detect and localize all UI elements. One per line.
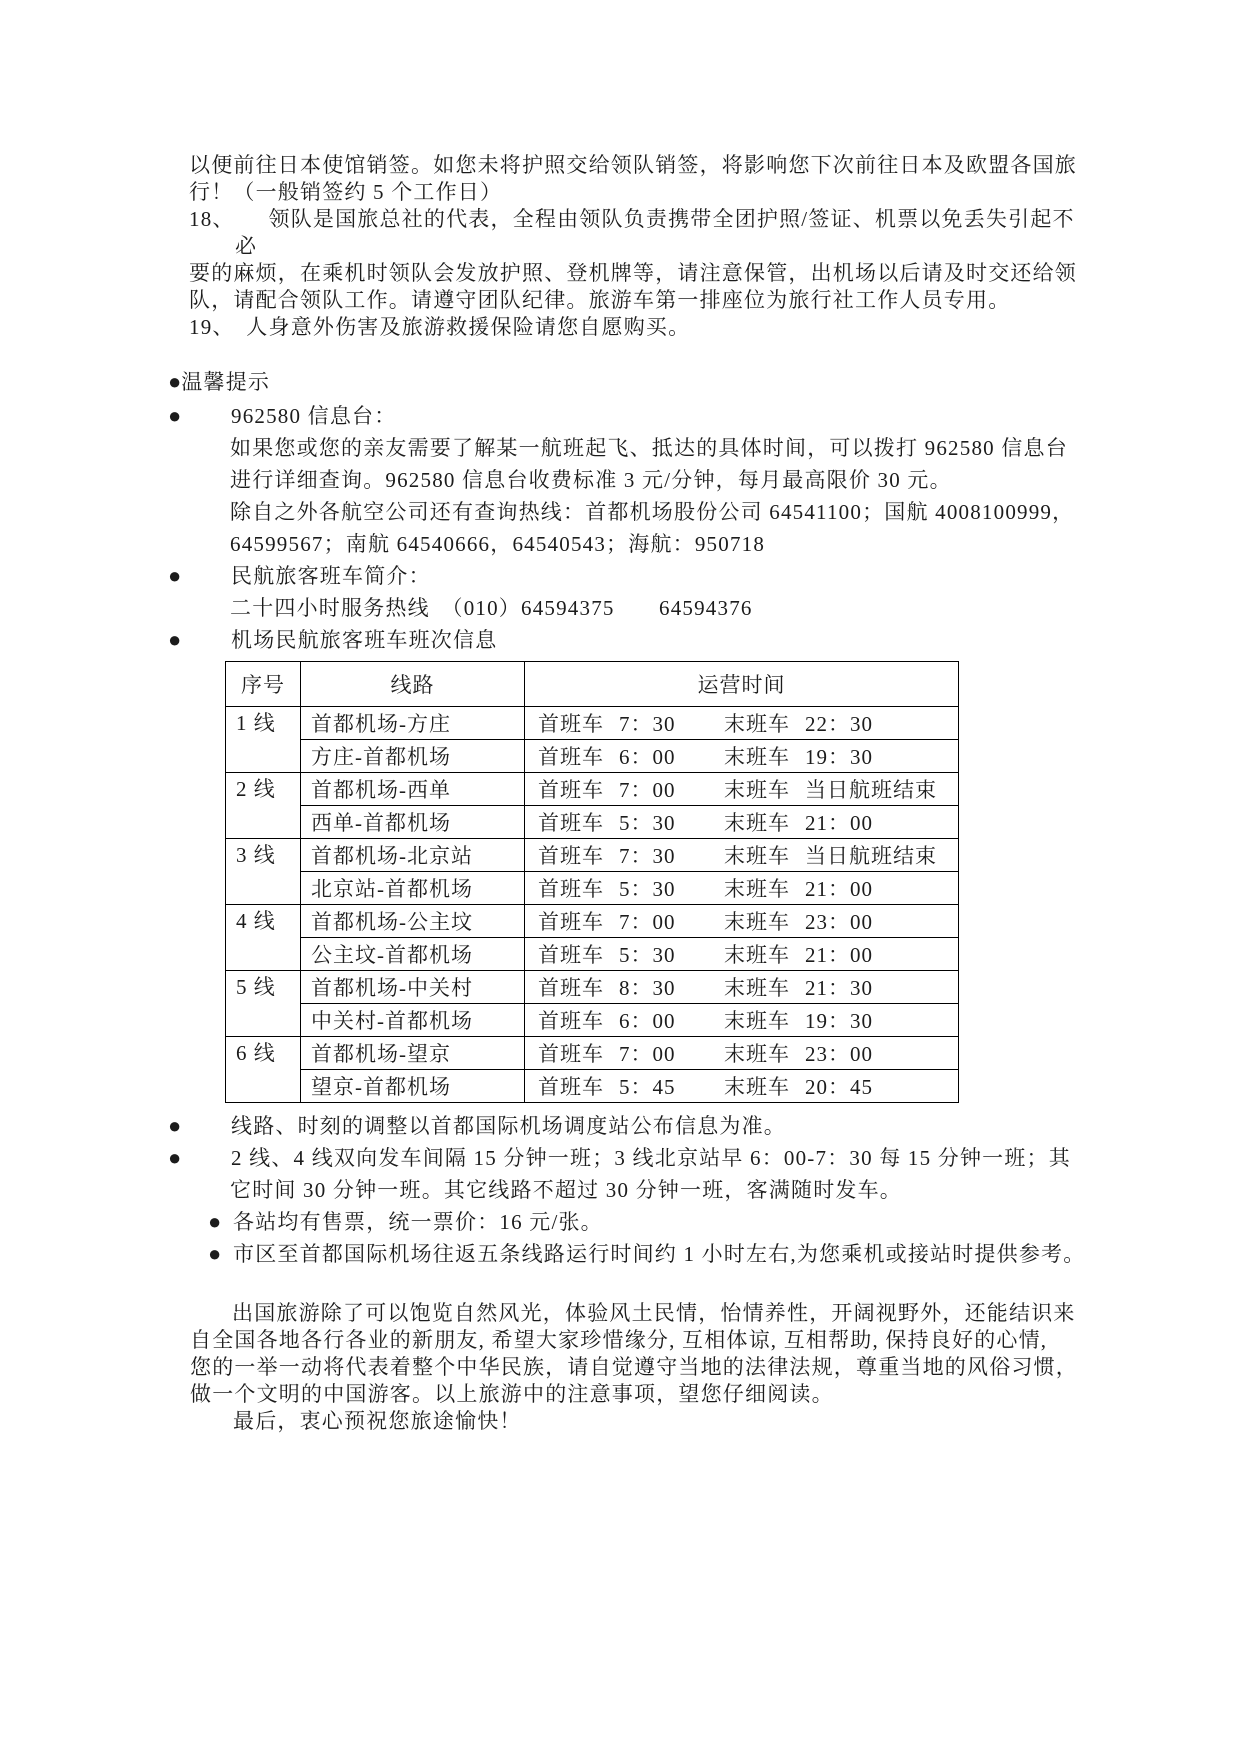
bullet-item <box>168 560 1108 592</box>
notes-list <box>168 1110 1108 1270</box>
first-bus-group <box>538 708 724 738</box>
first-bus-group <box>538 1005 724 1035</box>
hours-cell <box>525 740 959 773</box>
first-bus-time: 7：00 <box>619 778 676 802</box>
route-cell: 西单-首都机场 <box>301 806 525 839</box>
first-bus-label: 首班车 <box>538 811 604 835</box>
bullet-item-label: 各站均有售票，统一票价：16 元/张。 <box>233 1210 603 1234</box>
intro-line: 18、 领队是国旅总社的代表，全程由领队负责携带全团护照/签证、机票以免丢失引起不 <box>189 207 1075 231</box>
line-number-cell: 2 线 <box>226 773 301 839</box>
bullet-item-line: 除自之外各航空公司还有查询热线：首都机场股份公司 64541100；国航 4008100999， <box>230 500 1075 524</box>
last-bus-time: 23：00 <box>805 910 873 934</box>
route-cell: 首都机场-中关村 <box>301 971 525 1004</box>
first-bus-time: 7：00 <box>619 1042 676 1066</box>
bullet-icon: ● <box>168 369 182 394</box>
last-bus-group <box>724 939 873 969</box>
first-bus-group <box>538 972 724 1002</box>
bullet-item <box>168 1142 1108 1174</box>
last-bus-time: 当日航班结束 <box>805 778 937 802</box>
last-bus-group <box>724 906 873 936</box>
last-bus-label: 末班车 <box>724 1042 790 1066</box>
route-cell: 首都机场-公主坟 <box>301 905 525 938</box>
last-bus-group <box>724 741 873 771</box>
bullet-item <box>168 1206 1108 1238</box>
closing-line: 自全国各地各行各业的新朋友, 希望大家珍惜缘分, 互相体谅, 互相帮助, 保持良好的心情, <box>190 1328 1048 1352</box>
first-bus-label: 首班车 <box>538 976 604 1000</box>
last-bus-time: 19：30 <box>805 745 873 769</box>
table-row <box>226 971 959 1004</box>
last-bus-label: 末班车 <box>724 844 790 868</box>
closing-line: 您的一举一动将代表着整个中华民族，请自觉遵守当地的法律法规，尊重当地的风俗习惯， <box>190 1355 1078 1379</box>
table-row <box>226 905 959 938</box>
bullet-item-line: 它时间 30 分钟一班。其它线路不超过 30 分钟一班，客满随时发车。 <box>230 1178 902 1202</box>
table-row <box>226 1037 959 1070</box>
first-bus-time: 7：30 <box>619 844 676 868</box>
hours-cell <box>525 905 959 938</box>
hours-cell <box>525 839 959 872</box>
bullet-item-line: 二十四小时服务热线 （010）64594375 64594376 <box>230 596 753 620</box>
bullet-item-line: 如果您或您的亲友需要了解某一航班起飞、抵达的具体时间，可以拨打 962580 信息台 <box>230 436 1068 460</box>
route-cell: 首都机场-西单 <box>301 773 525 806</box>
route-cell: 首都机场-望京 <box>301 1037 525 1070</box>
first-bus-label: 首班车 <box>538 712 604 736</box>
bullet-item-label: 机场民航旅客班车班次信息 <box>231 628 498 652</box>
hours-cell <box>525 1037 959 1070</box>
first-bus-label: 首班车 <box>538 1042 604 1066</box>
last-bus-group <box>724 1071 873 1101</box>
first-bus-time: 5：30 <box>619 943 676 967</box>
route-cell: 首都机场-方庄 <box>301 707 525 740</box>
bullet-item-line: 64599567；南航 64540666，64540543；海航：950718 <box>230 532 766 556</box>
bullet-item <box>168 1110 1108 1142</box>
line-number-cell: 1 线 <box>226 707 301 773</box>
first-bus-label: 首班车 <box>538 943 604 967</box>
bullet-item-label: 线路、时刻的调整以首都国际机场调度站公布信息为准。 <box>231 1114 786 1138</box>
bullet-item-label: 2 线、4 线双向发车间隔 15 分钟一班；3 线北京站早 6：00-7：30 每 15 分钟一班；其 <box>231 1146 1071 1170</box>
route-cell: 方庄-首都机场 <box>301 740 525 773</box>
last-bus-time: 20：45 <box>805 1075 873 1099</box>
closing-line: 出国旅游除了可以饱览自然风光，体验风土民情，怡情养性，开阔视野外，还能结识来 <box>232 1301 1076 1325</box>
intro-paragraph <box>189 152 1109 341</box>
first-bus-label: 首班车 <box>538 745 604 769</box>
bullet-icon: ● <box>168 1113 182 1138</box>
first-bus-label: 首班车 <box>538 778 604 802</box>
table-row <box>226 740 959 773</box>
last-bus-label: 末班车 <box>724 943 790 967</box>
last-bus-time: 23：00 <box>805 1042 873 1066</box>
hours-cell <box>525 707 959 740</box>
hours-cell <box>525 1004 959 1037</box>
first-bus-group <box>538 873 724 903</box>
table-row <box>226 938 959 971</box>
first-bus-group <box>538 1071 724 1101</box>
last-bus-time: 19：30 <box>805 1009 873 1033</box>
bullet-icon: ● <box>168 627 182 652</box>
first-bus-group <box>538 840 724 870</box>
first-bus-group <box>538 741 724 771</box>
first-bus-label: 首班车 <box>538 844 604 868</box>
bullet-item <box>168 400 1108 432</box>
intro-line: 19、 人身意外伤害及旅游救援保险请您自愿购买。 <box>189 315 691 339</box>
bullet-item-label: 962580 信息台： <box>231 404 397 428</box>
last-bus-group <box>724 708 873 738</box>
last-bus-label: 末班车 <box>724 745 790 769</box>
last-bus-label: 末班车 <box>724 976 790 1000</box>
intro-line: 必 <box>235 234 258 258</box>
intro-line: 行！（一般销签约 5 个工作日） <box>189 180 503 204</box>
last-bus-group <box>724 972 873 1002</box>
bullet-icon: ● <box>168 1145 182 1170</box>
table-row <box>226 839 959 872</box>
hours-cell-content <box>525 807 958 837</box>
hours-cell <box>525 806 959 839</box>
last-bus-label: 末班车 <box>724 877 790 901</box>
last-bus-label: 末班车 <box>724 712 790 736</box>
last-bus-group <box>724 1038 873 1068</box>
last-bus-time: 21：00 <box>805 943 873 967</box>
first-bus-label: 首班车 <box>538 1009 604 1033</box>
bullet-icon: ● <box>168 563 182 588</box>
last-bus-label: 末班车 <box>724 1009 790 1033</box>
hours-cell <box>525 938 959 971</box>
closing-line: 最后，衷心预祝您旅途愉快！ <box>233 1409 522 1433</box>
first-bus-time: 6：00 <box>619 1009 676 1033</box>
table-row <box>226 773 959 806</box>
first-bus-time: 5：30 <box>619 811 676 835</box>
route-cell: 望京-首都机场 <box>301 1070 525 1103</box>
tips-section-title: 温馨提示 <box>181 370 271 394</box>
intro-line: 队，请配合领队工作。请遵守团队纪律。旅游车第一排座位为旅行社工作人员专用。 <box>189 288 1011 312</box>
last-bus-label: 末班车 <box>724 910 790 934</box>
route-cell: 首都机场-北京站 <box>301 839 525 872</box>
table-row <box>226 872 959 905</box>
hours-cell-content <box>525 708 958 738</box>
bullet-item <box>168 624 1108 656</box>
intro-line: 以便前往日本使馆销签。如您未将护照交给领队销签，将影响您下次前往日本及欧盟各国旅 <box>189 153 1077 177</box>
hours-cell <box>525 971 959 1004</box>
table-row <box>226 1004 959 1037</box>
last-bus-time: 21：00 <box>805 877 873 901</box>
closing-paragraph <box>190 1300 1110 1435</box>
last-bus-group <box>724 840 937 870</box>
hours-cell-content <box>525 774 958 804</box>
bullet-icon: ● <box>168 403 182 428</box>
first-bus-time: 5：30 <box>619 877 676 901</box>
bullet-icon: ● <box>208 1209 222 1234</box>
table-row <box>226 806 959 839</box>
table-row <box>226 707 959 740</box>
first-bus-label: 首班车 <box>538 877 604 901</box>
bullet-item-label: 市区至首都国际机场往返五条线路运行时间约 1 小时左右,为您乘机或接站时提供参考。 <box>233 1242 1086 1266</box>
first-bus-group <box>538 774 724 804</box>
bus-schedule-table-wrap <box>225 661 959 1103</box>
last-bus-label: 末班车 <box>724 778 790 802</box>
first-bus-group <box>538 939 724 969</box>
first-bus-label: 首班车 <box>538 1075 604 1099</box>
first-bus-time: 8：30 <box>619 976 676 1000</box>
tips-list <box>168 400 1108 656</box>
hours-cell <box>525 872 959 905</box>
hours-cell-content <box>525 1071 958 1101</box>
col-header-hours: 运营时间 <box>525 662 959 707</box>
hours-cell <box>525 1070 959 1103</box>
last-bus-group <box>724 807 873 837</box>
first-bus-time: 5：45 <box>619 1075 676 1099</box>
tips-section-header <box>168 368 270 396</box>
hours-cell-content <box>525 939 958 969</box>
route-cell: 公主坟-首都机场 <box>301 938 525 971</box>
last-bus-time: 21：30 <box>805 976 873 1000</box>
line-number-cell: 4 线 <box>226 905 301 971</box>
last-bus-group <box>724 774 937 804</box>
first-bus-group <box>538 1038 724 1068</box>
closing-line: 做一个文明的中国游客。以上旅游中的注意事项，望您仔细阅读。 <box>190 1382 834 1406</box>
first-bus-time: 7：00 <box>619 910 676 934</box>
last-bus-time: 21：00 <box>805 811 873 835</box>
last-bus-label: 末班车 <box>724 1075 790 1099</box>
hours-cell-content <box>525 972 958 1002</box>
first-bus-group <box>538 906 724 936</box>
line-number-cell: 3 线 <box>226 839 301 905</box>
hours-cell-content <box>525 1005 958 1035</box>
last-bus-time: 22：30 <box>805 712 873 736</box>
first-bus-group <box>538 807 724 837</box>
hours-cell-content <box>525 906 958 936</box>
bullet-icon: ● <box>208 1241 222 1266</box>
first-bus-time: 6：00 <box>619 745 676 769</box>
table-row <box>226 1070 959 1103</box>
first-bus-label: 首班车 <box>538 910 604 934</box>
hours-cell <box>525 773 959 806</box>
bus-schedule-table <box>225 661 959 1103</box>
line-number-cell: 6 线 <box>226 1037 301 1103</box>
hours-cell-content <box>525 840 958 870</box>
last-bus-group <box>724 1005 873 1035</box>
hours-cell-content <box>525 741 958 771</box>
first-bus-time: 7：30 <box>619 712 676 736</box>
hours-cell-content <box>525 1038 958 1068</box>
route-cell: 中关村-首都机场 <box>301 1004 525 1037</box>
line-number-cell: 5 线 <box>226 971 301 1037</box>
col-header-no: 序号 <box>226 662 301 707</box>
last-bus-group <box>724 873 873 903</box>
bullet-item-label: 民航旅客班车简介： <box>231 564 431 588</box>
last-bus-time: 当日航班结束 <box>805 844 937 868</box>
col-header-route: 线路 <box>301 662 525 707</box>
bullet-item-line: 进行详细查询。962580 信息台收费标准 3 元/分钟，每月最高限价 30 元。 <box>230 468 952 492</box>
hours-cell-content <box>525 873 958 903</box>
bullet-item <box>168 1238 1108 1270</box>
route-cell: 北京站-首都机场 <box>301 872 525 905</box>
intro-line: 要的麻烦，在乘机时领队会发放护照、登机牌等，请注意保管，出机场以后请及时交还给领 <box>189 261 1077 285</box>
last-bus-label: 末班车 <box>724 811 790 835</box>
table-header-row <box>226 662 959 707</box>
